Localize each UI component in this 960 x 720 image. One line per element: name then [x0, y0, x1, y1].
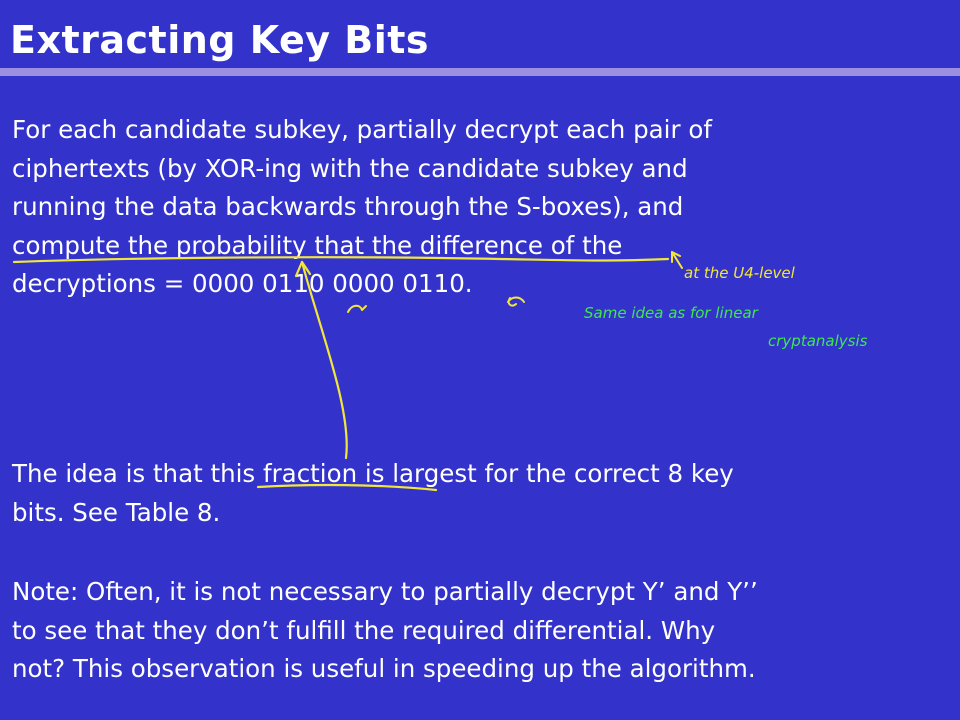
hook-mark	[348, 306, 366, 312]
text-line: bits. See Table 8.	[12, 497, 221, 527]
title-underline-rule	[0, 68, 960, 76]
text-line: The idea is that this fraction is largest for the correct 8 key	[12, 459, 734, 488]
slide-title: Extracting Key Bits	[10, 18, 430, 62]
text-line: For each candidate subkey, partially decrypt each pair of	[12, 115, 712, 144]
text-line: ciphertexts (by XOR-ing with the candidate subkey and	[12, 153, 688, 183]
paragraph-idea	[12, 455, 942, 532]
text-line: Note: Often, it is not necessary to partially decrypt Y’ and Y’’	[12, 577, 758, 606]
text-line: compute the probability that the difference of the	[12, 230, 623, 260]
paragraph-note	[12, 573, 942, 689]
note-level: at the U4-level	[684, 264, 795, 282]
text-line: to see that they don’t fulfill the required differential. Why	[12, 615, 716, 645]
title-bar	[0, 0, 960, 70]
paragraph-candidate-subkey	[12, 111, 942, 304]
text-line: not? This observation is useful in speeding up the algorithm.	[12, 654, 756, 683]
note-linear-1: Same idea as for linear	[584, 304, 758, 322]
text-line: running the data backwards through the S-boxes), and	[12, 192, 684, 221]
text-line: decryptions = 0000 0110 0000 0110.	[12, 269, 473, 298]
note-linear-2: cryptanalysis	[768, 332, 868, 350]
